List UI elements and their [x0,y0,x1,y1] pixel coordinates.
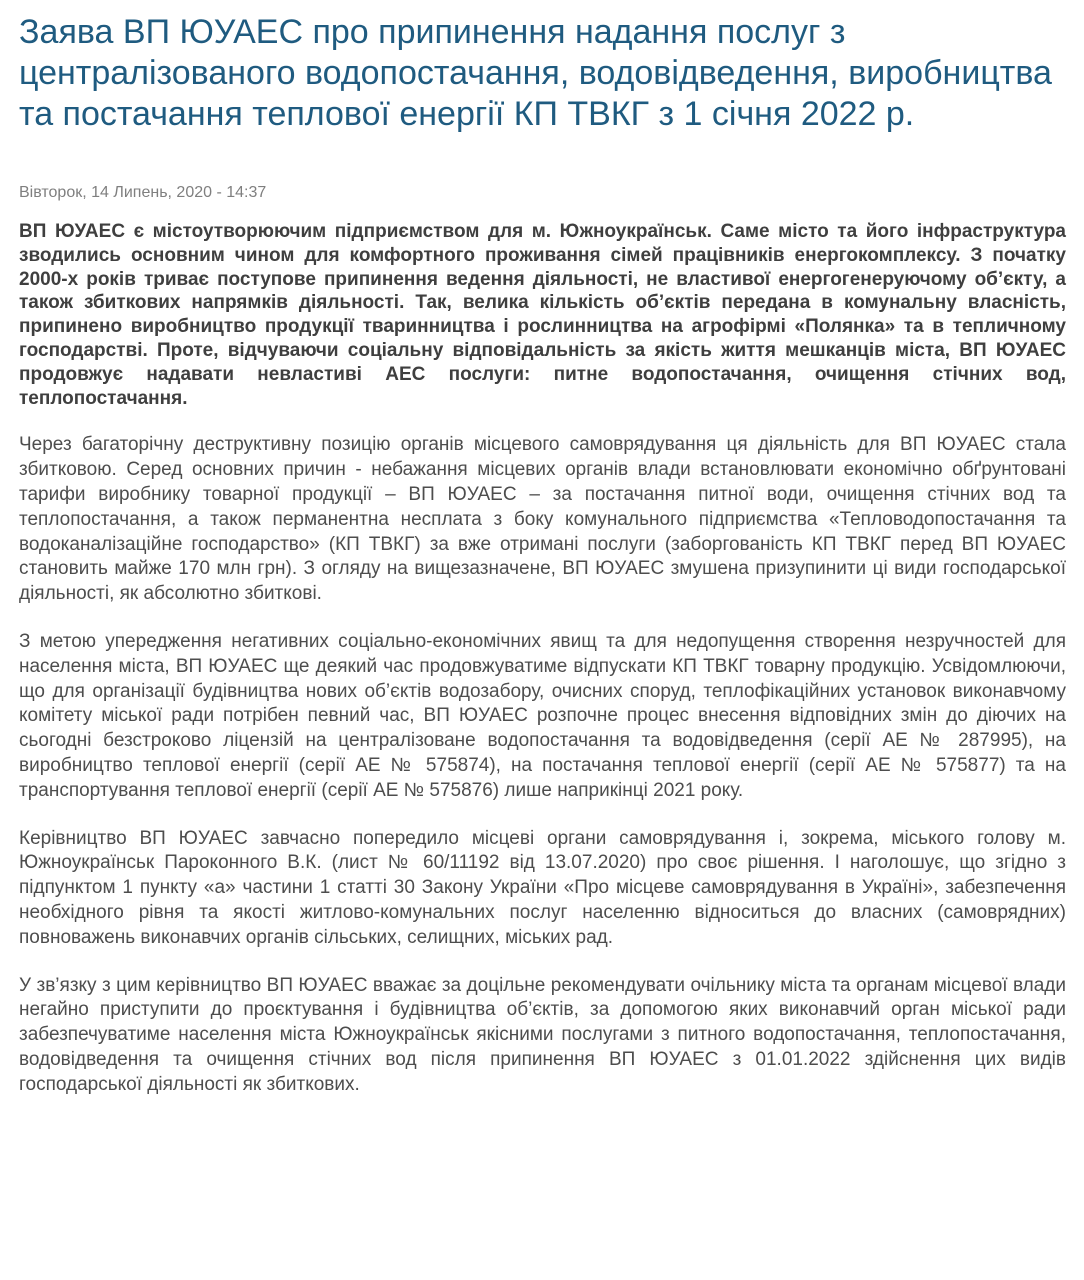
article-lead: ВП ЮУАЕС є містоутворюючим підприємством для м. Южноукраїнськ. Саме місто та його інфраструктура зводились основним чином для комфортного проживання сімей працівників енергокомплексу. З початку 2000-х років триває поступове припинення ведення діяльності, не властивої енергогенеруючому об’єкту, а також збиткових напрямків діяльності. Так, велика кількість об’єктів передана в комунальну власність, припинено виробництво продукції тваринництва і рослинництва на агрофірмі «Полянка» та в тепличному господарстві. Проте, відчуваючи соціальну відповідальність за якість життя мешканців міста, ВП ЮУАЕС продовжує надавати невластиві АЕС послуги: питне водопостачання, очищення стічних вод, теплопостачання. [19,221,1066,409]
article-paragraph: З метою упередження негативних соціально-економічних явищ та для недопущення створення незручностей для населення міста, ВП ЮУАЕС ще деякий час продовжуватиме відпускати КП ТВКГ товарну продукцію. Усвідомлюючи, що для організації будівництва нових об’єктів водозабору, очисних споруд, теплофікаційних установок виконавчому комітету міської ради потрібен певний час, ВП ЮУАЕС розпочне процес внесення відповідних змін до діючих на сьогодні безстроково ліцензій на централізоване водопостачання та водовідведення (серії АЕ № 287995), на виробництво теплової енергії (серії АЕ № 575874), на постачання теплової енергії (серії АЕ № 575877) та на транспортування теплової енергії (серії АЕ № 575876) лише наприкінці 2021 року. [19,630,1066,801]
article-paragraph: У зв’язку з цим керівництво ВП ЮУАЕС вважає за доцільне рекомендувати очільнику міста та органам місцевої влади негайно приступити до проєктування і будівництва об’єктів, за допомогою яких виконавчий орган міської ради забезпечуватиме населення міста Южноукраїнськ якісними послугами з питного водопостачання, теплопостачання, водовідведення та очищення стічних вод після припинення ВП ЮУАЕС з 01.01.2022 здійснення цих видів господарської діяльності як збиткових. [19,974,1066,1095]
article-date: Вівторок, 14 Липень, 2020 - 14:37 [19,184,267,201]
article-paragraph: Керівництво ВП ЮУАЕС завчасно попередило місцеві органи самоврядування і, зокрема, міського голову м. Южноукраїнськ Пароконного В.К. (лист № 60/11192 від 13.07.2020) про своє рішення. І наголошує, що згідно з підпунктом 1 пункту «а» частини 1 статті 30 Закону України «Про місцеве самоврядування в Україні», забезпечення необхідного рівня та якості житлово-комунальних послуг населенню відноситься до власних (самоврядних) повноважень виконавчих органів сільських, селищних, міських рад. [19,827,1066,948]
article-title: Заява ВП ЮУАЕС про припинення надання послуг з централізованого водопостачання, водовідведення, виробництва та постачання теплової енергії КП ТВКГ з 1 січня 2022 р. [19,13,1052,133]
article-paragraph: Через багаторічну деструктивну позицію органів місцевого самоврядування ця діяльність для ВП ЮУАЕС стала збитковою. Серед основних причин - небажання місцевих органів влади встановлювати економічно обґрунтовані тарифи виробнику товарної продукції – ВП ЮУАЕС – за постачання питної води, очищення стічних вод та теплопостачання, а також перманентна несплата з боку комунального підприємства «Тепловодопостачання та водоканалізаційне господарство» (КП ТВКГ) за вже отримані послуги (заборгованість КП ТВКГ перед ВП ЮУАЕС становить майже 170 млн грн). З огляду на вищезазначене, ВП ЮУАЕС змушена призупинити ці види господарської діяльності, як абсолютно збиткові. [19,434,1066,605]
